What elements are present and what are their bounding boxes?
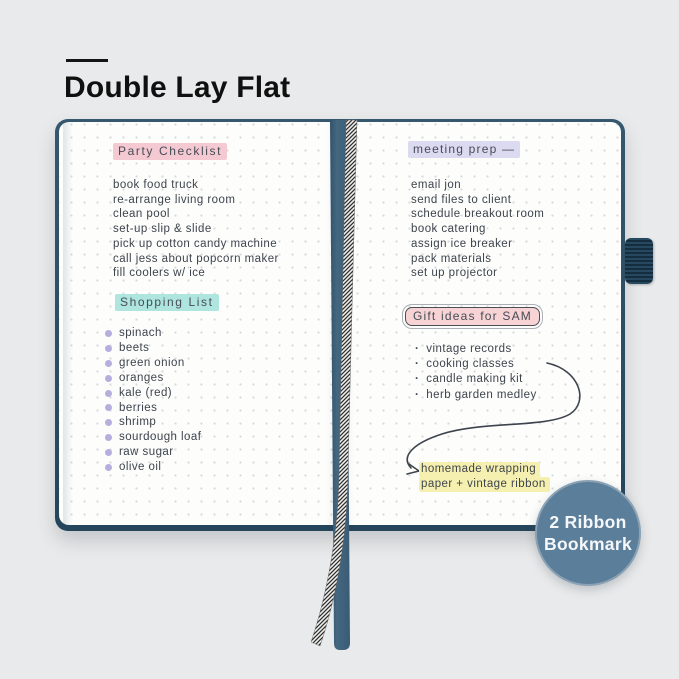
note-line: paper + vintage ribbon [419,477,550,492]
list-item: clean pool [113,208,170,221]
badge-line: 2 Ribbon [549,511,627,532]
bullet-dot-icon [105,330,112,337]
list-item: berries [105,401,201,416]
list-item: spinach [105,326,201,341]
list-item: pack materials [411,252,492,265]
bullet-dot-icon [105,390,112,397]
title-dash [66,59,108,62]
gift-ideas-heading: Gift ideas for SAM [405,307,540,326]
page-title: Double Lay Flat [64,71,291,104]
list-item: olive oil [105,460,201,475]
bullet-dot-icon [105,419,112,426]
list-item: schedule breakout room [411,208,545,221]
notebook [55,119,625,531]
gift-note [419,462,550,492]
party-checklist-heading: Party Checklist [113,143,227,160]
meeting-prep-heading: meeting prep — [408,141,520,158]
list-item: · candle making kit [415,372,537,387]
list-item: set up projector [411,267,498,280]
note-line: homemade wrapping [419,462,550,477]
list-item: pick up cotton candy machine [113,237,278,250]
list-item: book catering [411,223,486,236]
list-item: book food truck [113,179,199,191]
list-item: kale (red) [105,386,201,401]
list-item: email jon [411,179,462,191]
gift-ideas-list [415,342,537,403]
bullet-dot-icon [105,375,112,382]
bullet-dot-icon [105,464,112,471]
badge-line: Bookmark [544,534,632,554]
meeting-prep-list [411,178,544,281]
shopping-list [105,326,201,475]
list-item: green onion [105,356,201,371]
list-item: beets [105,341,201,356]
list-item: raw sugar [105,445,201,460]
list-item: call jess about popcorn maker [113,252,279,265]
list-item: send files to client [411,193,512,206]
bullet-dot-icon [105,345,112,352]
party-checklist-list [113,178,279,281]
list-item: sourdough loaf [105,430,201,445]
list-item: · vintage records [415,342,537,357]
list-item: · herb garden medley [415,388,537,403]
list-item: re-arrange living room [113,193,236,206]
elastic-pen-loop-icon [625,238,653,284]
list-item: assign ice breaker [411,237,513,250]
bullet-dot-icon [105,404,112,411]
bullet-dot-icon [105,434,112,441]
list-item: oranges [105,371,201,386]
list-item: set-up slip & slide [113,223,212,236]
shopping-list-heading: Shopping List [115,294,219,311]
bullet-dot-icon [105,360,112,367]
list-item: fill coolers w/ ice [113,267,206,280]
bullet-dot-icon [105,449,112,456]
feature-badge [535,480,641,586]
notebook-pages [59,122,621,525]
list-item: · cooking classes [415,357,537,372]
list-item: shrimp [105,415,201,430]
